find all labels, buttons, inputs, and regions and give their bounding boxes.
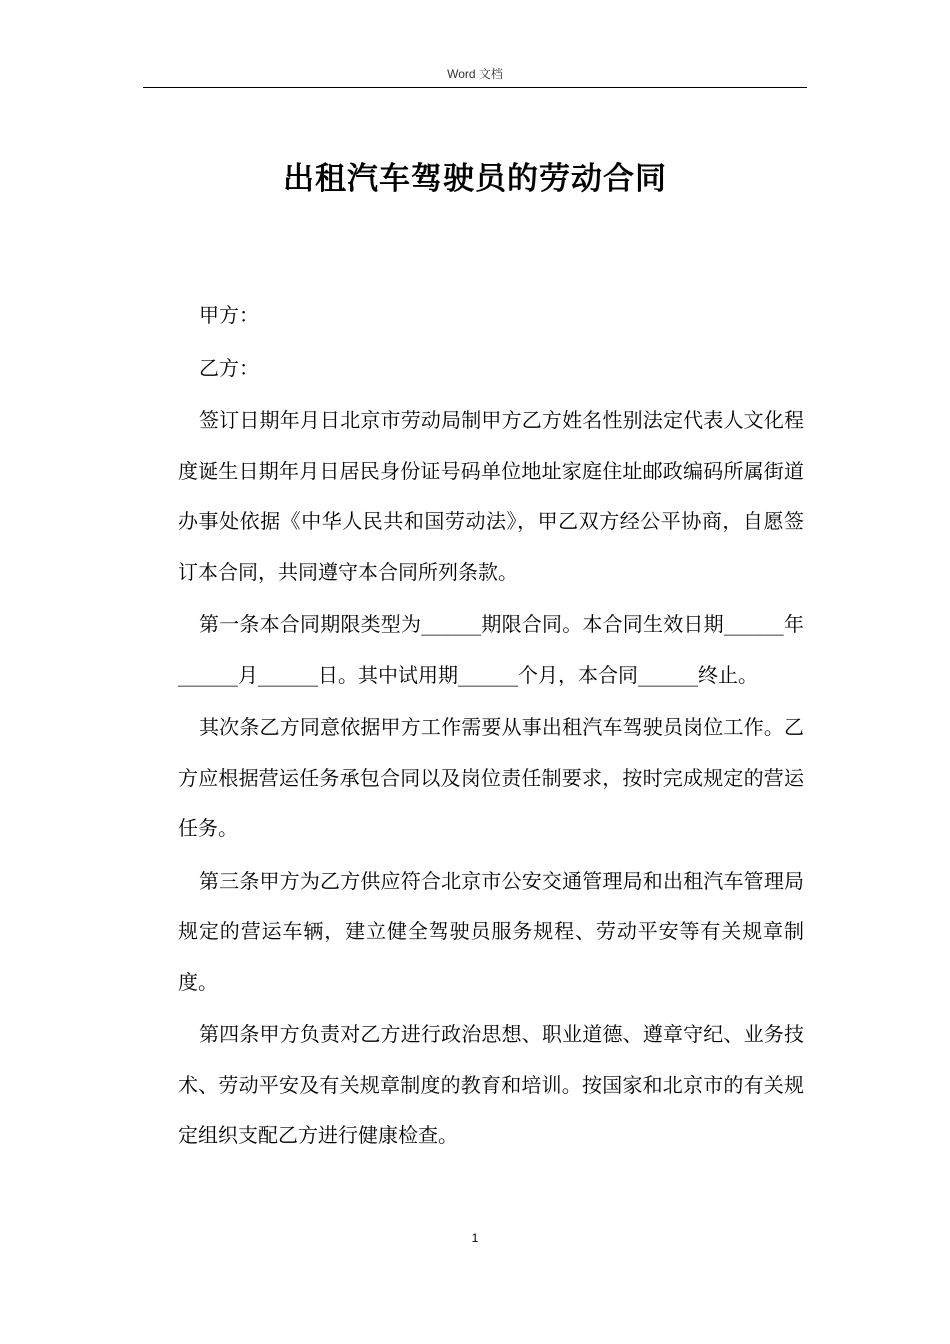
article-1-paragraph: 第一条本合同期限类型为______期限合同。本合同生效日期______年______月______日。其中试用期______个月，本合同______终止。	[178, 612, 804, 687]
party-a-line: 甲方：	[199, 303, 259, 327]
party-b-line: 乙方：	[199, 355, 259, 380]
article-2-paragraph: 其次条乙方同意依据甲方工作需要从事出租汽车驾驶员岗位工作。乙方应根据营运任务承包合同以及岗位责任制要求，按时完成规定的营运任务。	[178, 715, 804, 840]
document-title: 出租汽车驾驶员的劳动合同	[283, 161, 667, 197]
article-4-paragraph: 第四条甲方负责对乙方进行政治思想、职业道德、遵章守纪、业务技术、劳动平安及有关规章制度的教育和培训。按国家和北京市的有关规定组织支配乙方进行健康检查。	[178, 1022, 804, 1147]
document-body	[178, 290, 804, 1163]
page-header: Word 文档	[447, 67, 503, 81]
preamble-paragraph: 签订日期年月日北京市劳动局制甲方乙方姓名性别法定代表人文化程度诞生日期年月日居民身份证号码单位地址家庭住址邮政编码所属街道办事处依据《中华人民共和国劳动法》，甲乙双方经公平协商，自愿签订本合同，共同遵守本合同所列条款。	[178, 408, 804, 584]
article-3-paragraph: 第三条甲方为乙方供应符合北京市公安交通管理局和出租汽车管理局规定的营运车辆，建立健全驾驶员服务规程、劳动平安等有关规章制度。	[178, 868, 804, 994]
page-number: 1	[471, 1231, 479, 1245]
header-divider	[143, 87, 807, 88]
